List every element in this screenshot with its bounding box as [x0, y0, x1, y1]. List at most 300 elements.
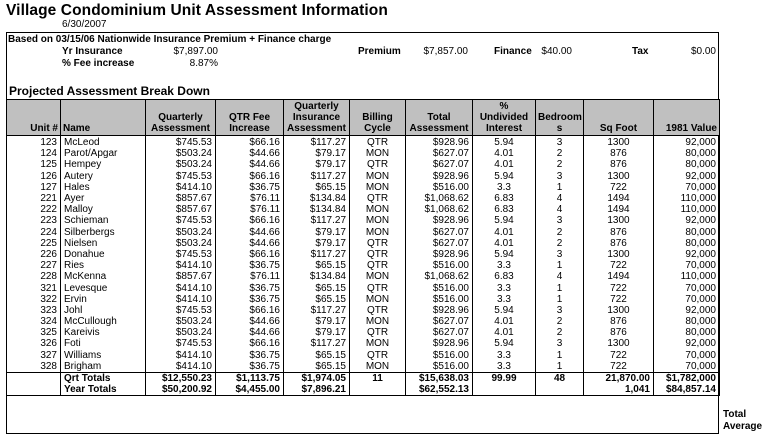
table-row — [7, 316, 720, 327]
cell-undivided-interest: 6.83 — [473, 204, 536, 215]
cell-1981-value: 92,000 — [654, 136, 720, 149]
cell-quarterly-insurance: $79.17 — [284, 159, 350, 170]
qrt-total-assessment: $15,638.03 — [406, 372, 473, 384]
cell-total-assessment: $627.07 — [406, 327, 473, 338]
cell-1981-value: 92,000 — [654, 305, 720, 316]
cell-quarterly-assessment: $503.24 — [146, 159, 216, 170]
cell-quarterly-assessment: $414.10 — [146, 282, 216, 293]
cell-bedrooms: 2 — [536, 148, 584, 159]
table-row — [7, 305, 720, 316]
cell-billing-cycle: QTR — [350, 260, 406, 271]
cell-billing-cycle: MON — [350, 338, 406, 349]
cell-unit: 127 — [7, 182, 61, 193]
year-totals-label: Year Totals — [61, 384, 146, 396]
cell-sq-foot: 876 — [584, 148, 654, 159]
cell-total-assessment: $516.00 — [406, 260, 473, 271]
cell-sq-foot: 1300 — [584, 338, 654, 349]
cell-unit: 126 — [7, 171, 61, 182]
cell-quarterly-insurance: $117.27 — [284, 136, 350, 149]
cell-unit: 323 — [7, 305, 61, 316]
cell-quarterly-insurance: $117.27 — [284, 215, 350, 226]
cell-bedrooms: 3 — [536, 171, 584, 182]
qrt-totals-row — [7, 372, 720, 384]
cell-qtr-fee-increase: $44.66 — [216, 327, 284, 338]
cell-1981-value: 70,000 — [654, 361, 720, 373]
cell-billing-cycle: QTR — [350, 350, 406, 361]
cell-1981-value: 92,000 — [654, 171, 720, 182]
cell-undivided-interest: 5.94 — [473, 305, 536, 316]
cell-undivided-interest: 3.3 — [473, 294, 536, 305]
cell-qtr-fee-increase: $36.75 — [216, 361, 284, 373]
cell-total-assessment: $928.96 — [406, 305, 473, 316]
cell-billing-cycle: MON — [350, 227, 406, 238]
table-row — [7, 271, 720, 282]
table-row — [7, 294, 720, 305]
cell-undivided-interest: 5.94 — [473, 249, 536, 260]
cell-quarterly-assessment: $745.53 — [146, 136, 216, 149]
cell-qtr-fee-increase: $66.16 — [216, 171, 284, 182]
cell-1981-value: 70,000 — [654, 294, 720, 305]
cell-bedrooms: 3 — [536, 338, 584, 349]
cell-1981-value: 80,000 — [654, 227, 720, 238]
cell-1981-value: 80,000 — [654, 159, 720, 170]
cell-sq-foot: 1300 — [584, 136, 654, 149]
cell-quarterly-insurance: $79.17 — [284, 148, 350, 159]
cell-quarterly-insurance: $79.17 — [284, 238, 350, 249]
cell-bedrooms: 2 — [536, 327, 584, 338]
cell-unit: 123 — [7, 136, 61, 149]
cell-bedrooms: 4 — [536, 204, 584, 215]
table-row — [7, 148, 720, 159]
cell-quarterly-assessment: $414.10 — [146, 350, 216, 361]
cell-billing-cycle: MON — [350, 182, 406, 193]
qrt-total-sq-foot: 21,870.00 — [584, 372, 654, 384]
table-row — [7, 136, 720, 149]
cell-unit: 326 — [7, 338, 61, 349]
table-row — [7, 282, 720, 293]
cell-total-assessment: $928.96 — [406, 171, 473, 182]
qrt-total-insurance: $1,974.05 — [284, 372, 350, 384]
cell-undivided-interest: 4.01 — [473, 316, 536, 327]
cell-quarterly-insurance: $79.17 — [284, 327, 350, 338]
cell-name: Schieman — [61, 215, 146, 226]
qrt-total-billing: 11 — [350, 372, 406, 384]
cell-name: Williams — [61, 350, 146, 361]
cell-quarterly-assessment: $857.67 — [146, 204, 216, 215]
cell-1981-value: 80,000 — [654, 316, 720, 327]
cell-quarterly-insurance: $117.27 — [284, 338, 350, 349]
cell-qtr-fee-increase: $76.11 — [216, 204, 284, 215]
cell-unit: 324 — [7, 316, 61, 327]
table-row — [7, 260, 720, 271]
cell-quarterly-insurance: $65.15 — [284, 282, 350, 293]
yr-insurance-value: $7,897.00 — [173, 46, 218, 57]
cell-name: Parot/Apgar — [61, 148, 146, 159]
cell-bedrooms: 2 — [536, 316, 584, 327]
cell-total-assessment: $516.00 — [406, 350, 473, 361]
basis-note: Based on 03/15/06 Nationwide Insurance Premium + Finance charge — [8, 34, 332, 45]
cell-1981-value: 70,000 — [654, 182, 720, 193]
cell-quarterly-assessment: $745.53 — [146, 338, 216, 349]
page-title: Village Condominium Unit Assessment Information — [6, 2, 388, 19]
cell-sq-foot: 1300 — [584, 305, 654, 316]
cell-undivided-interest: 6.83 — [473, 193, 536, 204]
cell-quarterly-assessment: $503.24 — [146, 327, 216, 338]
cell-qtr-fee-increase: $44.66 — [216, 159, 284, 170]
cell-1981-value: 92,000 — [654, 249, 720, 260]
table-row — [7, 238, 720, 249]
cell-quarterly-assessment: $414.10 — [146, 294, 216, 305]
cell-qtr-fee-increase: $36.75 — [216, 282, 284, 293]
cell-name: Silberbergs — [61, 227, 146, 238]
cell-qtr-fee-increase: $36.75 — [216, 260, 284, 271]
cell-undivided-interest: 3.3 — [473, 350, 536, 361]
cell-bedrooms: 3 — [536, 305, 584, 316]
cell-billing-cycle: MON — [350, 271, 406, 282]
cell-undivided-interest: 4.01 — [473, 148, 536, 159]
cell-name: Ayer — [61, 193, 146, 204]
qrt-total-quarterly: $12,550.23 — [146, 372, 216, 384]
qrt-total-value: $1,782,000 — [654, 372, 720, 384]
cell-quarterly-assessment: $414.10 — [146, 182, 216, 193]
year-total-sq-foot: 1,041 — [584, 384, 654, 396]
cell-billing-cycle: MON — [350, 294, 406, 305]
cell-unit: 325 — [7, 327, 61, 338]
cell-total-assessment: $928.96 — [406, 249, 473, 260]
qrt-total-fee-increase: $1,113.75 — [216, 372, 284, 384]
assessment-table — [6, 99, 720, 396]
col-header-total-assessment: Total Assessment — [406, 100, 473, 136]
premium-label: Premium — [358, 46, 401, 57]
cell-qtr-fee-increase: $76.11 — [216, 193, 284, 204]
cell-sq-foot: 876 — [584, 327, 654, 338]
cell-unit: 226 — [7, 249, 61, 260]
cell-sq-foot: 1494 — [584, 204, 654, 215]
cell-billing-cycle: MON — [350, 204, 406, 215]
cell-qtr-fee-increase: $44.66 — [216, 227, 284, 238]
table-row — [7, 182, 720, 193]
average-side-label: Average — [723, 421, 763, 432]
table-row — [7, 215, 720, 226]
cell-total-assessment: $627.07 — [406, 238, 473, 249]
cell-unit: 223 — [7, 215, 61, 226]
cell-quarterly-assessment: $503.24 — [146, 238, 216, 249]
cell-qtr-fee-increase: $36.75 — [216, 350, 284, 361]
total-side-label: Total — [723, 409, 747, 420]
cell-billing-cycle: MON — [350, 148, 406, 159]
cell-quarterly-insurance: $65.15 — [284, 294, 350, 305]
report-date: 6/30/2007 — [62, 19, 107, 30]
fee-increase-label: % Fee increase — [62, 58, 135, 69]
cell-total-assessment: $1,068.62 — [406, 271, 473, 282]
year-totals-row — [7, 384, 720, 396]
cell-bedrooms: 3 — [536, 136, 584, 149]
cell-name: Ervin — [61, 294, 146, 305]
cell-quarterly-insurance: $65.15 — [284, 260, 350, 271]
cell-unit: 222 — [7, 204, 61, 215]
cell-total-assessment: $928.96 — [406, 215, 473, 226]
cell-quarterly-insurance: $65.15 — [284, 182, 350, 193]
cell-undivided-interest: 3.3 — [473, 182, 536, 193]
cell-unit: 227 — [7, 260, 61, 271]
cell-billing-cycle: MON — [350, 215, 406, 226]
cell-undivided-interest: 4.01 — [473, 238, 536, 249]
year-total-billing — [350, 384, 406, 396]
cell-unit: 228 — [7, 271, 61, 282]
year-total-insurance: $7,896.21 — [284, 384, 350, 396]
cell-sq-foot: 722 — [584, 182, 654, 193]
cell-sq-foot: 722 — [584, 361, 654, 373]
cell-name: Malloy — [61, 204, 146, 215]
yr-insurance-label: Yr Insurance — [62, 46, 123, 57]
year-total-quarterly: $50,200.92 — [146, 384, 216, 396]
cell-1981-value: 92,000 — [654, 215, 720, 226]
year-total-fee-increase: $4,455.00 — [216, 384, 284, 396]
cell-name: Foti — [61, 338, 146, 349]
table-row — [7, 249, 720, 260]
year-total-bedrooms — [536, 384, 584, 396]
col-header-qtr-fee-increase: QTR Fee Increase — [216, 100, 284, 136]
cell-undivided-interest: 3.3 — [473, 361, 536, 373]
col-header-quarterly-assessment: Quarterly Assessment — [146, 100, 216, 136]
table-header-row — [7, 100, 720, 136]
table-row — [7, 193, 720, 204]
cell-sq-foot: 722 — [584, 260, 654, 271]
cell-billing-cycle: MON — [350, 361, 406, 373]
cell-quarterly-assessment: $745.53 — [146, 249, 216, 260]
premium-value: $7,857.00 — [423, 46, 468, 57]
cell-1981-value: 92,000 — [654, 338, 720, 349]
cell-quarterly-assessment: $857.67 — [146, 193, 216, 204]
cell-total-assessment: $516.00 — [406, 282, 473, 293]
cell-quarterly-insurance: $79.17 — [284, 227, 350, 238]
cell-name: Levesque — [61, 282, 146, 293]
qrt-totals-label: Qrt Totals — [61, 372, 146, 384]
cell-1981-value: 70,000 — [654, 350, 720, 361]
cell-name: McCullough — [61, 316, 146, 327]
table-row — [7, 204, 720, 215]
cell-name: Donahue — [61, 249, 146, 260]
cell-qtr-fee-increase: $66.16 — [216, 136, 284, 149]
cell-unit: 124 — [7, 148, 61, 159]
table-row — [7, 227, 720, 238]
col-header-unit: Unit # — [7, 100, 61, 136]
cell-sq-foot: 1494 — [584, 271, 654, 282]
cell-total-assessment: $516.00 — [406, 294, 473, 305]
cell-undivided-interest: 3.3 — [473, 260, 536, 271]
cell-bedrooms: 4 — [536, 271, 584, 282]
cell-total-assessment: $627.07 — [406, 227, 473, 238]
cell-quarterly-assessment: $414.10 — [146, 361, 216, 373]
table-row — [7, 159, 720, 170]
cell-qtr-fee-increase: $44.66 — [216, 316, 284, 327]
cell-unit: 327 — [7, 350, 61, 361]
tax-label: Tax — [632, 46, 649, 57]
cell-qtr-fee-increase: $66.16 — [216, 249, 284, 260]
cell-quarterly-assessment: $503.24 — [146, 148, 216, 159]
cell-billing-cycle: QTR — [350, 193, 406, 204]
cell-unit: 321 — [7, 282, 61, 293]
cell-1981-value: 80,000 — [654, 238, 720, 249]
cell-bedrooms: 2 — [536, 238, 584, 249]
cell-billing-cycle: MON — [350, 316, 406, 327]
col-header-sq-foot: Sq Foot — [584, 100, 654, 136]
cell-unit: 225 — [7, 238, 61, 249]
finance-label: Finance — [494, 46, 532, 57]
cell-quarterly-assessment: $745.53 — [146, 171, 216, 182]
cell-bedrooms: 1 — [536, 361, 584, 373]
cell-qtr-fee-increase: $44.66 — [216, 148, 284, 159]
cell-1981-value: 70,000 — [654, 260, 720, 271]
cell-bedrooms: 4 — [536, 193, 584, 204]
cell-quarterly-insurance: $65.15 — [284, 361, 350, 373]
cell-quarterly-assessment: $745.53 — [146, 215, 216, 226]
cell-1981-value: 110,000 — [654, 204, 720, 215]
cell-sq-foot: 1494 — [584, 193, 654, 204]
cell-bedrooms: 3 — [536, 215, 584, 226]
cell-qtr-fee-increase: $66.16 — [216, 338, 284, 349]
cell-unit: 322 — [7, 294, 61, 305]
cell-1981-value: 70,000 — [654, 282, 720, 293]
col-header-bedrooms: Bedroom s — [536, 100, 584, 136]
cell-undivided-interest: 5.94 — [473, 171, 536, 182]
cell-unit: 221 — [7, 193, 61, 204]
cell-undivided-interest: 4.01 — [473, 159, 536, 170]
col-header-quarterly-insurance: Quarterly Insurance Assessment — [284, 100, 350, 136]
cell-total-assessment: $928.96 — [406, 338, 473, 349]
cell-total-assessment: $627.07 — [406, 148, 473, 159]
finance-value: $40.00 — [541, 46, 572, 57]
cell-total-assessment: $1,068.62 — [406, 204, 473, 215]
cell-undivided-interest: 5.94 — [473, 338, 536, 349]
cell-quarterly-insurance: $117.27 — [284, 171, 350, 182]
cell-total-assessment: $516.00 — [406, 182, 473, 193]
cell-sq-foot: 876 — [584, 316, 654, 327]
cell-qtr-fee-increase: $76.11 — [216, 271, 284, 282]
cell-quarterly-insurance: $117.27 — [284, 305, 350, 316]
table-row — [7, 171, 720, 182]
cell-qtr-fee-increase: $66.16 — [216, 305, 284, 316]
cell-bedrooms: 1 — [536, 350, 584, 361]
cell-qtr-fee-increase: $44.66 — [216, 238, 284, 249]
year-total-assessment: $62,552.13 — [406, 384, 473, 396]
cell-sq-foot: 1300 — [584, 249, 654, 260]
cell-name: Johl — [61, 305, 146, 316]
cell-quarterly-assessment: $857.67 — [146, 271, 216, 282]
cell-name: Brigham — [61, 361, 146, 373]
cell-sq-foot: 722 — [584, 294, 654, 305]
cell-total-assessment: $627.07 — [406, 316, 473, 327]
cell-undivided-interest: 4.01 — [473, 227, 536, 238]
qrt-total-interest: 99.99 — [473, 372, 536, 384]
cell-bedrooms: 3 — [536, 249, 584, 260]
cell-quarterly-insurance: $65.15 — [284, 350, 350, 361]
cell-total-assessment: $1,068.62 — [406, 193, 473, 204]
cell-sq-foot: 1300 — [584, 171, 654, 182]
cell-sq-foot: 1300 — [584, 215, 654, 226]
cell-total-assessment: $928.96 — [406, 136, 473, 149]
cell-1981-value: 110,000 — [654, 271, 720, 282]
cell-billing-cycle: MON — [350, 171, 406, 182]
cell-quarterly-insurance: $79.17 — [284, 316, 350, 327]
cell-sq-foot: 722 — [584, 350, 654, 361]
col-header-undivided-interest: % Undivided Interest — [473, 100, 536, 136]
cell-bedrooms: 2 — [536, 227, 584, 238]
cell-sq-foot: 876 — [584, 227, 654, 238]
cell-billing-cycle: QTR — [350, 159, 406, 170]
cell-bedrooms: 1 — [536, 260, 584, 271]
cell-billing-cycle: QTR — [350, 249, 406, 260]
cell-name: McLeod — [61, 136, 146, 149]
table-row — [7, 327, 720, 338]
cell-quarterly-insurance: $134.84 — [284, 193, 350, 204]
cell-billing-cycle: QTR — [350, 305, 406, 316]
cell-undivided-interest: 5.94 — [473, 136, 536, 149]
cell-name: Hales — [61, 182, 146, 193]
cell-billing-cycle: QTR — [350, 327, 406, 338]
table-row — [7, 350, 720, 361]
cell-sq-foot: 876 — [584, 238, 654, 249]
cell-sq-foot: 876 — [584, 159, 654, 170]
cell-name: Autery — [61, 171, 146, 182]
cell-unit: 125 — [7, 159, 61, 170]
cell-qtr-fee-increase: $36.75 — [216, 294, 284, 305]
cell-billing-cycle: QTR — [350, 238, 406, 249]
cell-qtr-fee-increase: $66.16 — [216, 215, 284, 226]
cell-quarterly-assessment: $503.24 — [146, 227, 216, 238]
year-total-interest — [473, 384, 536, 396]
cell-undivided-interest: 4.01 — [473, 327, 536, 338]
cell-bedrooms: 1 — [536, 294, 584, 305]
cell-undivided-interest: 5.94 — [473, 215, 536, 226]
cell-total-assessment: $627.07 — [406, 159, 473, 170]
cell-quarterly-insurance: $134.84 — [284, 204, 350, 215]
cell-1981-value: 110,000 — [654, 193, 720, 204]
cell-unit: 224 — [7, 227, 61, 238]
table-row — [7, 338, 720, 349]
cell-1981-value: 80,000 — [654, 327, 720, 338]
cell-name: Nielsen — [61, 238, 146, 249]
col-header-1981-value: 1981 Value — [654, 100, 720, 136]
table-row — [7, 361, 720, 373]
col-header-name: Name — [61, 100, 146, 136]
cell-quarterly-assessment: $503.24 — [146, 316, 216, 327]
cell-billing-cycle: QTR — [350, 282, 406, 293]
cell-quarterly-insurance: $117.27 — [284, 249, 350, 260]
cell-billing-cycle: QTR — [350, 136, 406, 149]
cell-undivided-interest: 3.3 — [473, 282, 536, 293]
cell-bedrooms: 1 — [536, 282, 584, 293]
cell-name: Kareivis — [61, 327, 146, 338]
cell-unit: 328 — [7, 361, 61, 373]
section-title: Projected Assessment Break Down — [9, 84, 210, 98]
cell-name: Ries — [61, 260, 146, 271]
cell-undivided-interest: 6.83 — [473, 271, 536, 282]
cell-quarterly-assessment: $414.10 — [146, 260, 216, 271]
year-total-value: $84,857.14 — [654, 384, 720, 396]
cell-sq-foot: 722 — [584, 282, 654, 293]
cell-bedrooms: 2 — [536, 159, 584, 170]
qrt-total-bedrooms: 48 — [536, 372, 584, 384]
tax-value: $0.00 — [690, 46, 716, 57]
fee-increase-value: 8.87% — [189, 58, 218, 69]
cell-total-assessment: $516.00 — [406, 361, 473, 373]
cell-name: Hempey — [61, 159, 146, 170]
cell-quarterly-assessment: $745.53 — [146, 305, 216, 316]
cell-bedrooms: 1 — [536, 182, 584, 193]
cell-qtr-fee-increase: $36.75 — [216, 182, 284, 193]
cell-name: McKenna — [61, 271, 146, 282]
